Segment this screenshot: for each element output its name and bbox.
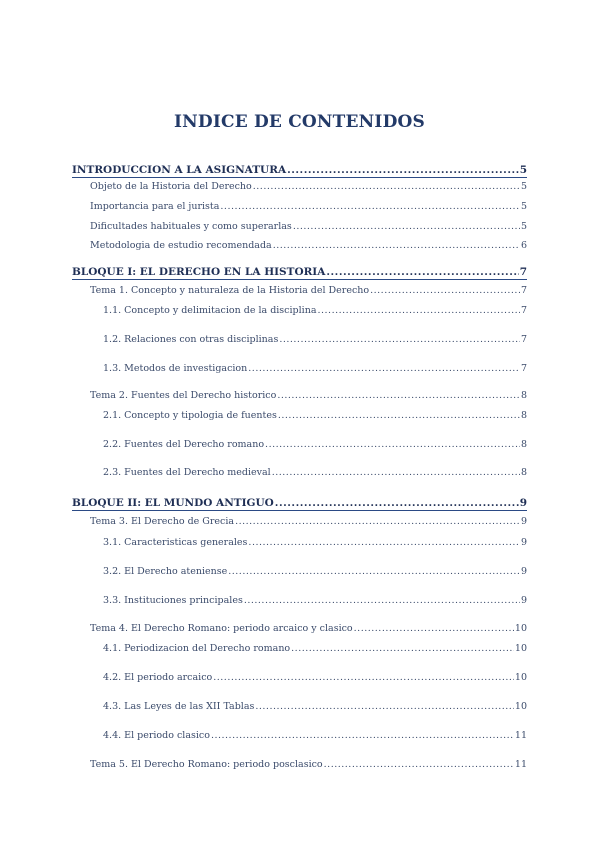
toc-leader-dots bbox=[354, 623, 514, 634]
toc-section-introduccion[interactable] bbox=[72, 164, 527, 176]
toc-page-number: 9 bbox=[520, 516, 527, 527]
toc-page-number: 7 bbox=[520, 285, 527, 296]
toc-entry-label: Tema 5. El Derecho Romano: periodo posclasico bbox=[90, 759, 323, 770]
toc-page-number: 7 bbox=[519, 266, 527, 278]
toc-entry-label: Objeto de la Historia del Derecho bbox=[90, 181, 252, 192]
toc-page-number: 9 bbox=[520, 566, 527, 577]
toc-entry-label: 3.2. El Derecho ateniense bbox=[103, 566, 228, 577]
toc-entry[interactable] bbox=[103, 643, 527, 654]
toc-page-number: 10 bbox=[514, 701, 527, 712]
toc-page-number: 11 bbox=[514, 759, 527, 770]
toc-leader-dots bbox=[326, 266, 518, 278]
section-rule bbox=[72, 279, 527, 280]
toc-leader-dots bbox=[275, 497, 519, 509]
toc-leader-dots bbox=[253, 181, 520, 192]
page-title: INDICE DE CONTENIDOS bbox=[173, 112, 425, 132]
toc-page-number: 9 bbox=[519, 497, 527, 509]
toc-entry[interactable] bbox=[103, 439, 527, 450]
toc-entry[interactable] bbox=[103, 363, 527, 374]
toc-entry-label: INTRODUCCION A LA ASIGNATURA bbox=[72, 164, 287, 176]
toc-entry-label: 2.3. Fuentes del Derecho medieval bbox=[103, 467, 271, 478]
toc-section-bloque-ii[interactable] bbox=[72, 497, 527, 509]
toc-entry[interactable] bbox=[90, 516, 527, 527]
toc-leader-dots bbox=[244, 595, 520, 606]
toc-entry-label: 3.3. Instituciones principales bbox=[103, 595, 243, 606]
toc-leader-dots bbox=[248, 537, 520, 548]
toc-entry-label: Dificultades habituales y como superarlas bbox=[90, 221, 292, 232]
toc-page-number: 7 bbox=[520, 363, 527, 374]
toc-entry[interactable] bbox=[90, 181, 527, 192]
toc-leader-dots bbox=[291, 643, 514, 654]
section-rule bbox=[72, 510, 527, 511]
toc-entry[interactable] bbox=[90, 240, 527, 251]
toc-leader-dots bbox=[279, 334, 520, 345]
toc-entry-label: BLOQUE II: EL MUNDO ANTIGUO bbox=[72, 497, 274, 509]
toc-leader-dots bbox=[228, 566, 520, 577]
toc-section-bloque-i[interactable] bbox=[72, 266, 527, 278]
toc-leader-dots bbox=[235, 516, 520, 527]
toc-page-number: 5 bbox=[520, 181, 527, 192]
toc-leader-dots bbox=[287, 164, 519, 176]
toc-entry[interactable] bbox=[103, 672, 527, 683]
toc-entry-label: Tema 3. El Derecho de Grecia bbox=[90, 516, 235, 527]
toc-entry-label: 2.2. Fuentes del Derecho romano bbox=[103, 439, 265, 450]
toc-entry-label: 4.4. El periodo clasico bbox=[103, 730, 210, 741]
toc-entry[interactable] bbox=[103, 334, 527, 345]
toc-entry[interactable] bbox=[103, 701, 527, 712]
section-rule bbox=[72, 177, 527, 178]
toc-page-number: 10 bbox=[514, 623, 527, 634]
toc-page-number: 10 bbox=[514, 672, 527, 683]
toc-entry-label: 1.2. Relaciones con otras disciplinas bbox=[103, 334, 279, 345]
toc-leader-dots bbox=[293, 221, 520, 232]
toc-leader-dots bbox=[272, 467, 520, 478]
toc-entry[interactable] bbox=[90, 759, 527, 770]
toc-leader-dots bbox=[255, 701, 514, 712]
toc-page-number: 5 bbox=[520, 201, 527, 212]
toc-page-number: 9 bbox=[520, 595, 527, 606]
toc-leader-dots bbox=[318, 305, 520, 316]
toc-entry[interactable] bbox=[103, 566, 527, 577]
toc-entry-label: 4.2. El periodo arcaico bbox=[103, 672, 213, 683]
toc-leader-dots bbox=[213, 672, 514, 683]
toc-leader-dots bbox=[370, 285, 520, 296]
toc-entry-label: 4.3. Las Leyes de las XII Tablas bbox=[103, 701, 255, 712]
toc-entry[interactable] bbox=[90, 623, 527, 634]
toc-entry[interactable] bbox=[90, 221, 527, 232]
toc-page-number: 6 bbox=[520, 240, 527, 251]
toc-entry[interactable] bbox=[103, 305, 527, 316]
toc-entry-label: Tema 1. Concepto y naturaleza de la Historia del Derecho bbox=[90, 285, 370, 296]
toc-entry[interactable] bbox=[103, 730, 527, 741]
toc-entry[interactable] bbox=[103, 537, 527, 548]
toc-entry-label: 4.1. Periodizacion del Derecho romano bbox=[103, 643, 291, 654]
toc-page-number: 5 bbox=[519, 164, 527, 176]
toc-entry-label: Importancia para el jurista bbox=[90, 201, 220, 212]
toc-page-number: 8 bbox=[520, 439, 527, 450]
toc-page-number: 9 bbox=[520, 537, 527, 548]
toc-entry[interactable] bbox=[90, 390, 527, 401]
toc-leader-dots bbox=[265, 439, 520, 450]
toc-entry[interactable] bbox=[90, 201, 527, 212]
toc-entry-label: 1.1. Concepto y delimitacion de la disciplina bbox=[103, 305, 317, 316]
toc-entry[interactable] bbox=[103, 595, 527, 606]
toc-leader-dots bbox=[278, 410, 520, 421]
toc-entry-label: Metodologia de estudio recomendada bbox=[90, 240, 272, 251]
toc-page-number: 11 bbox=[514, 730, 527, 741]
toc-entry-label: 1.3. Metodos de investigacion bbox=[103, 363, 248, 374]
toc-page-number: 10 bbox=[514, 643, 527, 654]
toc-leader-dots bbox=[211, 730, 514, 741]
toc-page-number: 8 bbox=[520, 467, 527, 478]
toc-entry-label: 2.1. Concepto y tipologia de fuentes bbox=[103, 410, 277, 421]
toc-leader-dots bbox=[248, 363, 520, 374]
toc-page-number: 7 bbox=[520, 305, 527, 316]
toc-leader-dots bbox=[277, 390, 520, 401]
toc-leader-dots bbox=[273, 240, 520, 251]
toc-page-number: 8 bbox=[520, 410, 527, 421]
toc-entry-label: 3.1. Caracteristicas generales bbox=[103, 537, 248, 548]
toc-entry-label: Tema 4. El Derecho Romano: periodo arcaico y clasico bbox=[90, 623, 353, 634]
toc-entry-label: BLOQUE I: EL DERECHO EN LA HISTORIA bbox=[72, 266, 326, 278]
toc-page-number: 8 bbox=[520, 390, 527, 401]
toc-page-number: 5 bbox=[520, 221, 527, 232]
toc-leader-dots bbox=[324, 759, 514, 770]
toc-entry-label: Tema 2. Fuentes del Derecho historico bbox=[90, 390, 277, 401]
toc-leader-dots bbox=[220, 201, 520, 212]
toc-entry[interactable] bbox=[90, 285, 527, 296]
toc-entry[interactable] bbox=[103, 467, 527, 478]
toc-page-number: 7 bbox=[520, 334, 527, 345]
toc-entry[interactable] bbox=[103, 410, 527, 421]
